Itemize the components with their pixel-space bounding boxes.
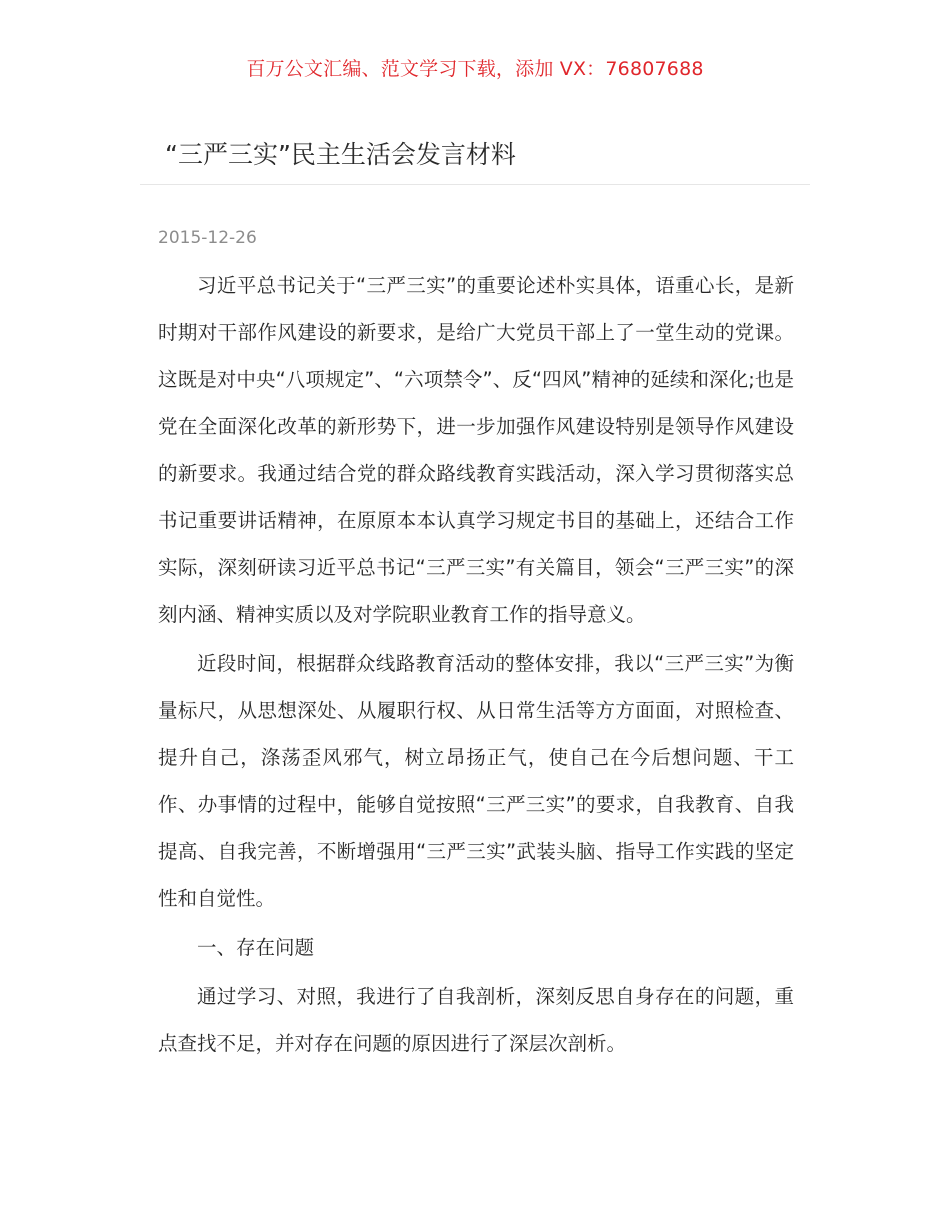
paragraph-2: 近段时间，根据群众线路教育活动的整体安排，我以“三严三实”为衡量标尺，从思想深处、从履职行权、从日常生活等方方面面，对照检查、提升自己，涤荡歪风邪气，树立昂扬正气，使自己在今后想问题、干工作、办事情的过程中，能够自觉按照“三严三实”的要求，自我教育、自我提高、自我完善，不断增强用“三严三实”武装头脑、指导工作实践的坚定性和自觉性。 [158,652,794,910]
paragraph-1: 习近平总书记关于“三严三实”的重要论述朴实具体，语重心长，是新时期对干部作风建设的新要求，是给广大党员干部上了一堂生动的党课。这既是对中央“八项规定”、“六项禁令”、反“四风”精神的延续和深化;也是党在全面深化改革的新形势下，进一步加强作风建设特别是领导作风建设的新要求。我通过结合党的群众路线教育实践活动，深入学习贯彻落实总书记重要讲话精神，在原原本本认真学习规定书目的基础上，还结合工作实际，深刻研读习近平总书记“三严三实”有关篇目，领会“三严三实”的深刻内涵、精神实质以及对学院职业教育工作的指导意义。 [158,274,794,626]
publish-date: 2015-12-26 [158,228,257,248]
section-heading-problems: 一、存在问题 [197,936,315,959]
article-title: “三严三实”民主生活会发言材料 [165,140,516,169]
title-divider [140,184,810,185]
paragraph-3: 通过学习、对照，我进行了自我剖析，深刻反思自身存在的问题，重点查找不足，并对存在问题的原因进行了深层次剖析。 [158,985,794,1055]
promo-banner: 百万公文汇编、范文学习下载，添加 VX：76807688 [246,58,704,80]
article-body [158,262,794,1069]
